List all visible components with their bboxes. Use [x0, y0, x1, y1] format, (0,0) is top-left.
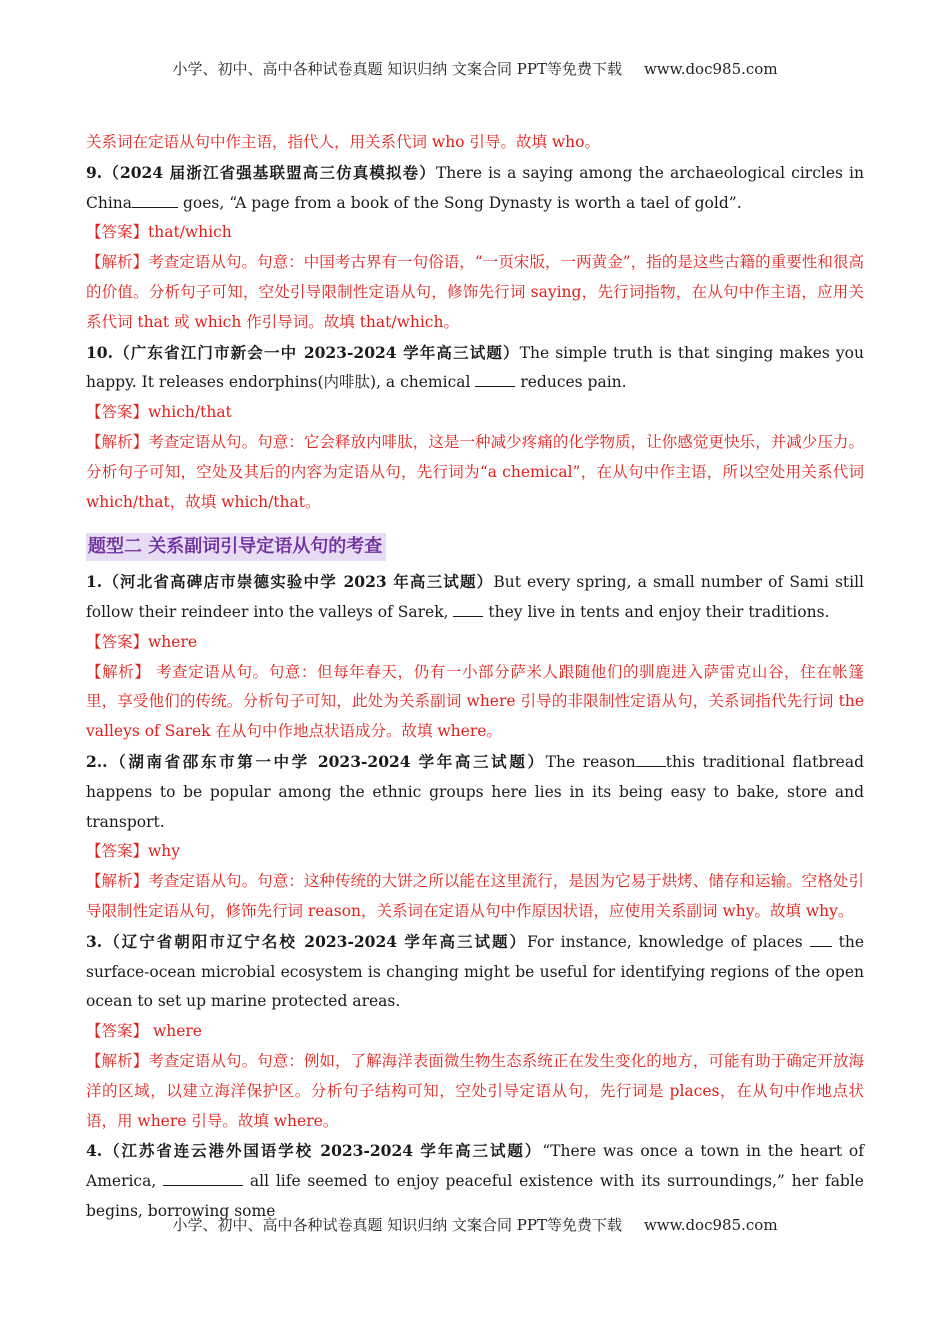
page-header	[0, 58, 950, 79]
answer-blank	[636, 750, 666, 767]
question-number: 10.	[86, 342, 113, 362]
page-footer	[0, 1214, 950, 1235]
answer-label: 【答案】	[86, 632, 149, 651]
answer-line	[86, 398, 864, 428]
analysis-text: 考查定语从句。句意：但每年春天，仍有一小部分萨米人跟随他们的驯鹿进入萨雷克山谷，住在帐篷里，享受他们的传统。分析句子可知，此处为关系副词 where 引导的非限制性定语从句，关系词指代先行词 the valleys of Sarek 在从句中作地点状语成分。故填 where。	[86, 662, 864, 741]
continued-analysis: 关系词在定语从句中作主语，指代人，用关系代词 who 引导。故填 who。	[86, 133, 600, 151]
section-heading	[86, 533, 864, 563]
analysis-label: 【解析】	[86, 1051, 149, 1070]
answer-blank	[132, 191, 178, 208]
question-text-a: The simple truth is that singing makes you happy. It releases endorphins(内啡肽), a chemical	[86, 343, 864, 392]
analysis-text: 考查定语从句。句意：例如，了解海洋表面微生物生态系统正在发生变化的地方，可能有助于确定开放海洋的区域，以建立海洋保护区。分析句子结构可知，空处引导定语从句，先行词是 places，在从句中作地点状语，用 where 引导。故填 where。	[86, 1051, 864, 1130]
analysis-paragraph	[86, 248, 864, 337]
analysis-paragraph	[86, 428, 864, 517]
header-url[interactable]: www.doc985.com	[643, 60, 778, 78]
answer-value: why	[148, 842, 181, 861]
answer-label: 【答案】	[86, 842, 149, 861]
question-source: （广东省江门市新会一中 2023-2024 学年高三试题）	[112, 342, 520, 362]
answer-line	[86, 628, 864, 658]
answer-blank	[453, 600, 483, 617]
analysis-label: 【解析】	[86, 872, 149, 891]
question-source: （河北省高碑店市崇德实验中学 2023 年高三试题）	[102, 572, 494, 592]
question-number: 9.	[86, 162, 103, 182]
question-text-a: But every spring, a small number of Sami still follow their reindeer into the valleys of Sarek,	[86, 573, 865, 621]
answer-line	[86, 837, 864, 867]
answer-value: that/which	[148, 223, 232, 242]
page-content	[86, 128, 864, 1227]
question-text-a: The reason	[545, 752, 636, 771]
answer-value: which/that	[148, 403, 232, 422]
question-10	[86, 338, 864, 399]
analysis-text: 考查定语从句。句意：这种传统的大饼之所以能在这里流行，是因为它易于烘烤、储存和运输。空格处引导限制性定语从句，修饰先行词 reason，关系词在定语从句中作原因状语，应使用关系副词 why。故填 why。	[86, 872, 864, 920]
analysis-paragraph	[86, 1047, 864, 1136]
question-text-a: For instance, knowledge of places	[527, 932, 810, 951]
answer-line	[86, 1017, 864, 1047]
analysis-label: 【解析】	[86, 253, 149, 272]
question-number: 1.	[86, 572, 103, 592]
answer-blank	[475, 370, 515, 387]
analysis-text: 考查定语从句。句意：中国考古界有一句俗语，“一页宋版，一两黄金”，指的是这些古籍的重要性和很高的价值。分析句子可知，空处引导限制性定语从句，修饰先行词 saying，先行词指物，在从句中作主语，应用关系代词 that 或 which 作引导词。故填 that/which。	[86, 253, 864, 331]
question-text-b: the surface-ocean microbial ecosystem is changing might be useful for identifying regions of the open ocean to set up marine protected areas.	[86, 932, 865, 1011]
answer-label: 【答案】	[86, 403, 149, 422]
question-text-b: reduces pain.	[515, 373, 627, 392]
question-text-b: all life seemed to enjoy peaceful existence with its surroundings,” her fable begins, borrowing some	[86, 1172, 864, 1220]
question-text-b: this traditional flatbread happens to be popular among the ethnic groups here lies in its being easy to bake, store and transport.	[86, 752, 864, 831]
answer-blank	[810, 930, 832, 947]
question-text-a: “There was once a town in the heart of America,	[86, 1142, 865, 1191]
analysis-paragraph	[86, 658, 864, 747]
answer-blank	[163, 1169, 243, 1186]
question-text-b: they live in tents and enjoy their traditions.	[483, 602, 830, 621]
question-s1	[86, 567, 864, 628]
question-s2	[86, 747, 864, 837]
question-number: 2..	[86, 751, 108, 771]
question-source: （湖南省邵东市第一中学 2023-2024 学年高三试题）	[107, 751, 546, 771]
analysis-label: 【解析】	[86, 432, 149, 451]
question-source: （辽宁省朝阳市辽宁名校 2023-2024 学年高三试题）	[102, 931, 528, 951]
answer-value: where	[148, 1022, 202, 1041]
analysis-text: 考查定语从句。句意：它会释放内啡肽，这是一种减少疼痛的化学物质，让你感觉更快乐，并减少压力。分析句子可知，空处及其后的内容为定语从句，先行词为“a chemical”，在从句中作主语，所以空处用关系代词 which/that，故填 which/that。	[86, 432, 864, 511]
question-source: （江苏省连云港外国语学校 2023-2024 学年高三试题）	[102, 1141, 543, 1161]
question-number: 3.	[86, 931, 103, 951]
question-number: 4.	[86, 1141, 103, 1161]
question-9	[86, 158, 864, 219]
answer-label: 【答案】	[86, 223, 149, 242]
answer-value: where	[148, 632, 198, 651]
analysis-paragraph	[86, 867, 864, 927]
footer-text: 小学、初中、高中各种试卷真题 知识归纳 文案合同 PPT等免费下载	[172, 1216, 622, 1234]
answer-line	[86, 218, 864, 248]
answer-label: 【答案】	[86, 1022, 149, 1041]
analysis-label: 【解析】	[86, 662, 151, 681]
header-text: 小学、初中、高中各种试卷真题 知识归纳 文案合同 PPT等免费下载	[172, 60, 622, 78]
section-title: 题型二 关系副词引导定语从句的考查	[86, 533, 386, 561]
question-text-a: There is a saying among the archaeological circles in China	[86, 163, 864, 212]
question-s3	[86, 927, 864, 1017]
question-text-b: goes, “A page from a book of the Song Dynasty is worth a tael of gold”.	[178, 193, 742, 212]
footer-url[interactable]: www.doc985.com	[643, 1216, 778, 1234]
question-source: （2024 届浙江省强基联盟高三仿真模拟卷）	[102, 162, 436, 182]
